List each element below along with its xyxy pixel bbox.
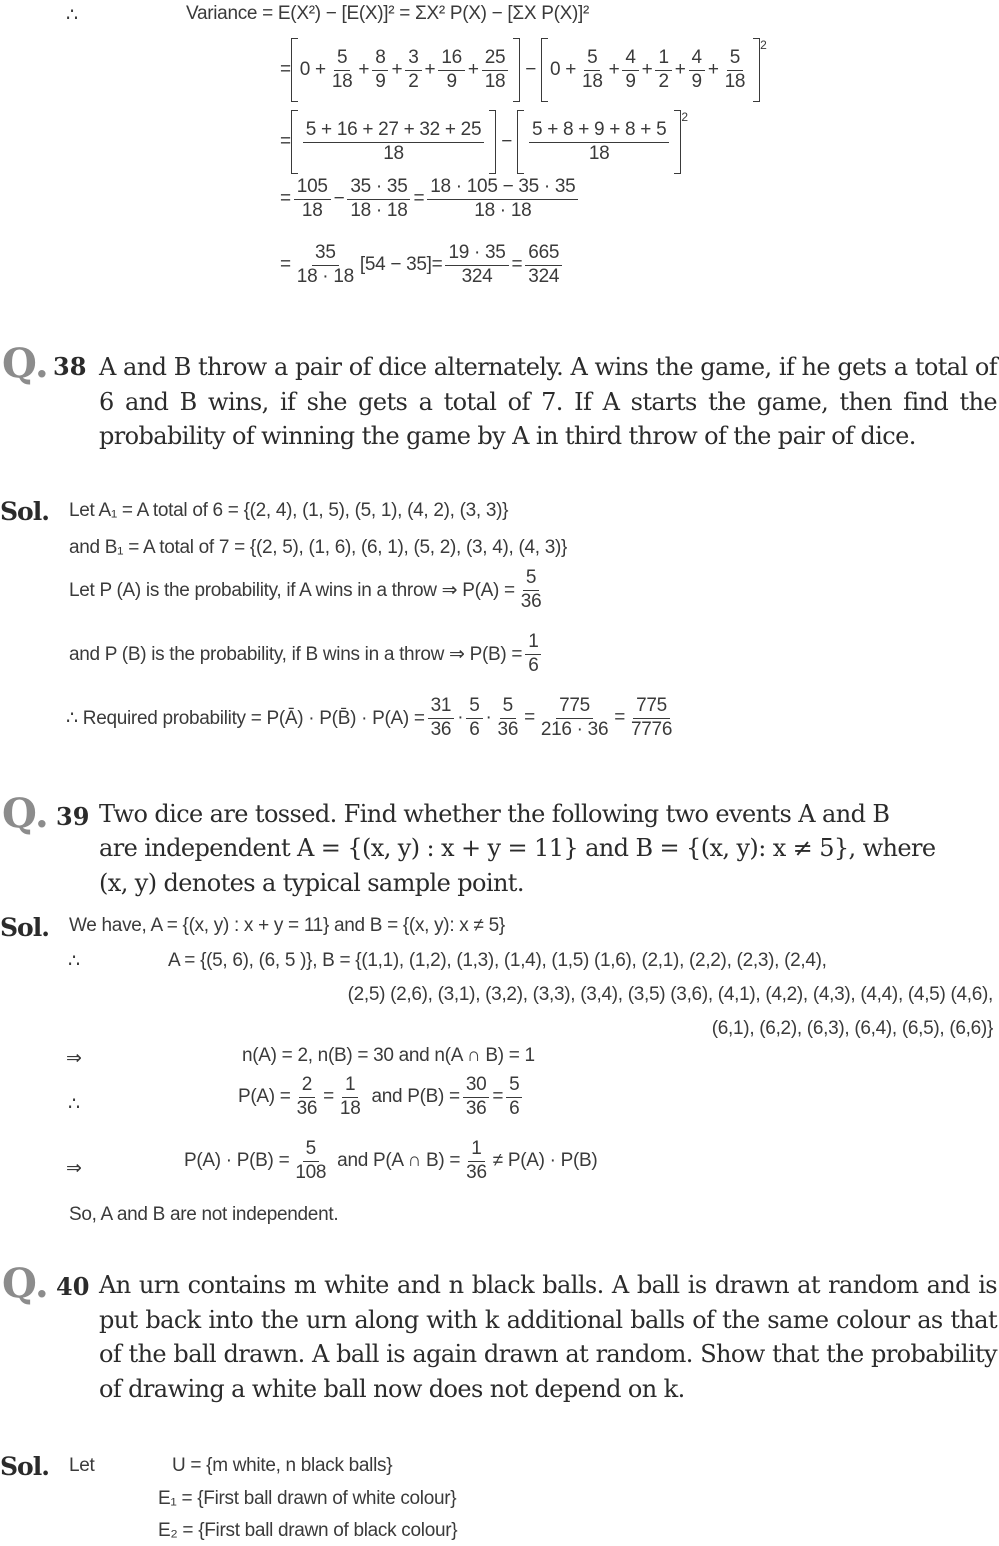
solution-label: Sol. [0, 913, 49, 942]
question-marker-icon: Q. [2, 340, 49, 387]
question-marker-icon: Q. [2, 790, 49, 837]
q38-sol-line-4: and P (B) is the probability, if B wins in a throw ⇒ P(B) = $\frac{1}{6}$ [69, 631, 544, 678]
question-marker-icon: Q. [2, 1260, 49, 1307]
q39-product-check: P(A) · P(B) = $\frac{5}{108}$ and P(A ∩ B) = $\frac{1}{36}$ ≠ P(A) · P(B) [184, 1138, 598, 1183]
question-number: 38 [53, 352, 87, 381]
q40-event-e2: E₂ = {First ball drawn of black colour} [158, 1520, 458, 1541]
q39-text-line-1: Two dice are tossed. Find whether the following two events A and B [99, 800, 890, 828]
solution-label: Sol. [0, 1452, 49, 1481]
variance-step-3: = $\frac{105}{18}$ − $\frac{35 \cdot 35}{18 \cdot 18}$ = $\frac{18 \cdot 105 - 35 \cdot 35}{18 \cdot 18}$ [280, 176, 581, 223]
q39-counts: n(A) = 2, n(B) = 30 and n(A ∩ B) = 1 [242, 1045, 535, 1066]
q38-sol-line-1: Let A₁ = A total of 6 = {(2, 4), (1, 5), (5, 1), (4, 2), (3, 3)} [69, 500, 509, 521]
q39-probabilities: P(A) = $\frac{2}{36}$ = $\frac{1}{18}$ and P(B) = $\frac{30}{36}$ = $\frac{5}{6}$ [238, 1074, 525, 1121]
variance-step-2: = $\frac{5 + 16 + 27 + 32 + 25}{18}$ − $\frac{5 + 8 + 9 + 8 + 5}{18}$ $^2$ [280, 110, 688, 174]
q40-event-e1: E₁ = {First ball drawn of white colour} [158, 1488, 457, 1509]
therefore-symbol: ∴ [68, 951, 80, 972]
q38-sol-line-3: Let P (A) is the probability, if A wins in a throw ⇒ P(A) = $\frac{5}{36}$ [69, 567, 542, 612]
variance-step-1: = 0 + $\frac{5}{18}$ + $\frac{8}{9}$ + $\frac{3}{2}$ + $\frac{16}{9}$ + $\frac{25}{18}$ − 0 + $\frac{5}{18}$ + $\frac{4}{9}$ + $\frac{1}{2}$ + $\frac{4}{9}$ + $\frac{5}{18}$ $^2$ [280, 38, 767, 102]
q39-text-line-2: are independent A = {(x, y) : x + y = 11} and B = {(x, y): x ≠ 5}, where [99, 834, 936, 862]
question-number: 39 [56, 802, 90, 831]
q38-sol-line-2: and B₁ = A total of 7 = {(2, 5), (1, 6), (6, 1), (5, 2), (3, 4), (4, 3)} [69, 537, 568, 558]
question-40-text: An urn contains m white and n black balls. A ball is drawn at random and is put back into the urn along with k additional balls of the same colour as that of the ball drawn. A ball is again drawn at random. Show that the probability of drawing a white ball now does not depend on k. [99, 1271, 997, 1403]
q39-set-line-1: A = {(5, 6), (6, 5 )}, B = {(1,1), (1,2), (1,3), (1,4), (1,5) (1,6), (2,1), (2,2), (2,3), (2,4), [168, 950, 827, 971]
q39-text-line-3: (x, y) denotes a typical sample point. [99, 869, 524, 897]
variance-formula: Variance = E(X²) − [E(X)]² = ΣX² P(X) − [ΣX P(X)]² [186, 3, 590, 24]
implies-symbol: ⇒ [66, 1158, 82, 1179]
therefore-symbol: ∴ [68, 1094, 80, 1115]
q39-set-line-2: (2,5) (2,6), (3,1), (3,2), (3,3), (3,4), (3,5) (3,6), (4,1), (4,2), (4,3), (4,4), (4,5) (4,6), [347, 984, 993, 1005]
q39-conclusion: So, A and B are not independent. [69, 1204, 339, 1225]
q40-universe: U = {m white, n black balls} [172, 1455, 393, 1476]
therefore-symbol: ∴ [66, 5, 78, 26]
q39-set-line-3: (6,1), (6,2), (6,3), (6,4), (6,5), (6,6)} [711, 1018, 993, 1039]
q39-sol-line-1: We have, A = {(x, y) : x + y = 11} and B = {(x, y): x ≠ 5} [69, 915, 505, 936]
variance-step-4: = $\frac{35}{18 \cdot 18}$ [54 − 35] = $\frac{19 \cdot 35}{324}$ = $\frac{665}{324}$ [280, 242, 565, 289]
q40-let: Let [69, 1455, 95, 1476]
solution-label: Sol. [0, 497, 49, 526]
q38-sol-line-5: ∴ Required probability = P(Ā) · P(B̄) · P(A) = $\frac{31}{36}$ · $\frac{5}{6}$ · $\frac{5}{36}$ = $\frac{775}{216 \cdot 36}$ = $\frac{775}{7776}$ [66, 695, 673, 740]
question-38-text: A and B throw a pair of dice alternately. A wins the game, if he gets a total of 6 and B wins, if she gets a total of 7. If A starts the game, then find the probability of winning the game by A in third throw of the pair of dice. [99, 353, 997, 450]
question-number: 40 [56, 1272, 90, 1301]
implies-symbol: ⇒ [66, 1048, 82, 1069]
